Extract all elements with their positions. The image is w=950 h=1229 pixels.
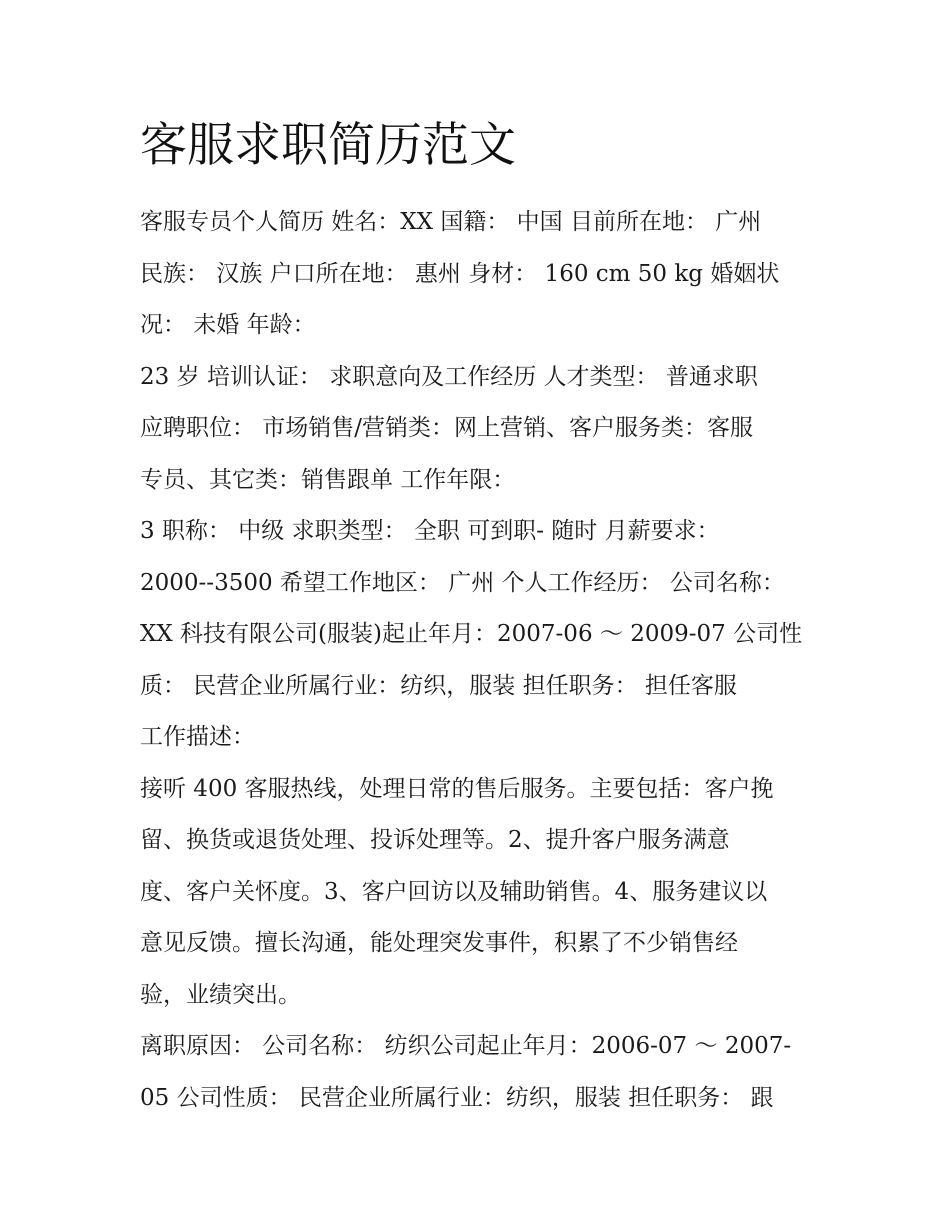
text-line: 况： 未婚 年龄： xyxy=(140,312,316,338)
text-line: 验，业绩突出。 xyxy=(140,981,301,1008)
text-line: 3 职称： 中级 求职类型： 全职 可到职- 随时 月薪要求： xyxy=(140,518,720,544)
page-title: 客服求职简历范文 xyxy=(140,118,516,173)
text-line: 留、换货或退货处理、投诉处理等。2、提升客户服务满意 xyxy=(140,827,730,853)
text-line: 接听 400 客服热线，处理日常的售后服务。主要包括：客户挽 xyxy=(140,775,774,802)
document-body xyxy=(140,197,820,1124)
text-line: 度、客户关怀度。3、客户回访以及辅助销售。4、服务建议以 xyxy=(140,878,768,905)
text-line: 意见反馈。擅长沟通，能处理突发事件，积累了不少销售经 xyxy=(140,930,738,956)
text-line: 工作描述： xyxy=(140,724,255,750)
text-line: 2000--3500 希望工作地区： 广州 个人工作经历： 公司名称： xyxy=(140,569,785,596)
text-line: 专员、其它类：销售跟单 工作年限： xyxy=(140,466,516,493)
paragraph-leaving-reason xyxy=(140,1021,820,1124)
text-line: 民族： 汉族 户口所在地： 惠州 身材： 160 cm 50 kg 婚姻状 xyxy=(140,260,780,287)
text-line: XX 科技有限公司(服装)起止年月：2007-06 ～ 2009-07 公司性 xyxy=(140,621,803,647)
text-line: 05 公司性质： 民营企业所属行业：纺织，服装 担任职务： 跟 xyxy=(140,1084,774,1111)
text-line: 质： 民营企业所属行业：纺织，服装 担任职务： 担任客服 xyxy=(140,672,737,699)
paragraph-job-description xyxy=(140,764,820,1022)
text-line: 23 岁 培训认证： 求职意向及工作经历 人才类型： 普通求职 xyxy=(140,363,758,390)
text-line: 客服专员个人简历 姓名：XX 国籍： 中国 目前所在地： 广州 xyxy=(140,209,762,235)
text-line: 离职原因： 公司名称： 纺织公司起止年月：2006-07 ～ 2007- xyxy=(140,1033,792,1059)
paragraph-work-history xyxy=(140,506,820,764)
paragraph-basic-info xyxy=(140,197,820,352)
paragraph-job-intent xyxy=(140,352,820,507)
text-line: 应聘职位： 市场销售/营销类：网上营销、客户服务类：客服 xyxy=(140,415,754,441)
